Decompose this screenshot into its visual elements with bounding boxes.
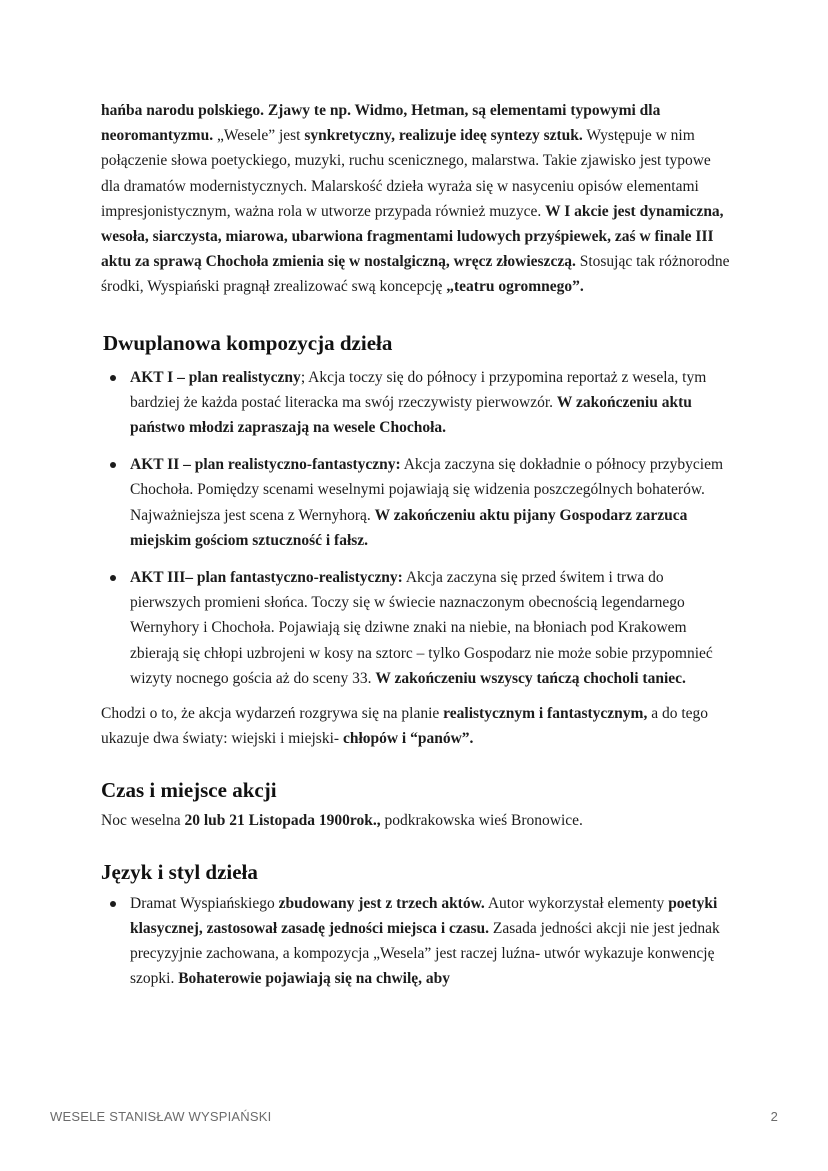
list-item-akt-2 [101,452,731,553]
bullet-icon [110,901,116,907]
list-item-jezyk [101,891,731,992]
bullet-icon [110,575,116,581]
section-heading-dwuplanowa: Dwuplanowa kompozycja dzieła [103,330,393,355]
intro-bold-5: W I akcie jest dynamiczna, wesoła, siarczysta, miarowa, ubarwiona fragmentami ludowych przyśpiewek, zaś w finale III aktu za sprawą Chochoła zmienia się w nostalgiczną, wręcz złowieszczą. [101,202,724,271]
plan-summary-paragraph [101,701,731,751]
akt-1-text: ; Akcja toczy się do północy i przypomina reportaż z wesela, tym bardziej że każda postać literacka ma swój rzeczywisty pierwowzór. [130,368,707,411]
bullet-icon [110,375,116,381]
section-heading-czas: Czas i miejsce akcji [101,778,277,803]
akt-3-title: AKT III– plan fantastyczno-realistyczny: [130,569,403,587]
czas-paragraph [101,808,731,833]
intro-text-6: Stosując tak różnorodne środki, Wyspiański pragnął zrealizować swą koncepcję [101,253,730,296]
jezyk-bold-2: poetyki klasycznej, zastosował zasadę jedności miejsca i czasu. [130,894,718,937]
page-number: 2 [770,1109,778,1124]
bullet-icon [110,462,116,468]
akt-3-text: Akcja zaczyna się przed świtem i trwa do pierwszych promieni słońca. Toczy się w świecie naznaczonym obecnością legendarnego Wernyhory i Chochoła. Pojawiają się dziwne znaki na niebie, na błoniach pod Krakowem zbierają się chłopi uzbrojeni w kosy na sztorc – tylko Gospodarz nie może sobie przypomnieć wizyty nocnego gościa aż do sceny 33. [130,569,713,687]
czas-text-2: podkrakowska wieś Bronowice. [380,812,583,830]
summary-bold-2: chłopów i “panów”. [342,730,474,748]
intro-bold-1: hańba narodu polskiego. Zjawy te np. Widmo, Hetman, są elementami typowymi dla neoromantyzmu. [101,102,661,145]
czas-text-1: Noc weselna [101,812,185,830]
document-page [101,98,731,1003]
akt-list [101,365,731,691]
footer-title: WESELE STANISŁAW WYSPIAŃSKI [50,1109,272,1124]
section-heading-jezyk: Język i styl dzieła [101,859,258,884]
intro-paragraph [101,98,731,300]
akt-2-ending: W zakończeniu aktu pijany Gospodarz zarzuca miejskim gościom sztuczność i fałsz. [130,506,688,549]
jezyk-text-1: Dramat Wyspiańskiego [130,894,279,912]
intro-text-2: „Wesele” jest [213,127,305,145]
summary-bold-1: realistycznym i fantastycznym, [443,705,648,723]
jezyk-list [101,891,731,992]
intro-text-4: Występuje w nim połączenie słowa poetyckiego, muzyki, ruchu scenicznego, malarstwa. Takie zjawisko jest typowe dla dramatów modernistycznych. Malarskość dzieła wyraża się w nasyceniu opisów elementami impresjonistycznym, ważna rola w utworze przypada również muzyce. [101,127,711,220]
jezyk-bold-3: Bohaterowie pojawiają się na chwilę, aby [178,970,451,988]
list-item-akt-1 [101,365,731,441]
akt-1-title: AKT I – plan realistyczny [130,368,301,386]
jezyk-bold-1: zbudowany jest z trzech aktów. [278,894,485,912]
akt-1-ending: W zakończeniu aktu państwo młodzi zapraszają na wesele Chochoła. [130,393,692,437]
jezyk-text-3: Zasada jedności akcji nie jest jednak precyzyjnie zachowana, a kompozycja „Wesela” jest raczej luźna- utwór wykazuje konwencję szopki. [130,919,720,988]
akt-2-title: AKT II – plan realistyczno-fantastyczny: [130,456,401,474]
summary-text-1: Chodzi o to, że akcja wydarzeń rozgrywa się na planie [101,705,444,723]
akt-2-text: Akcja zaczyna się dokładnie o północy przybyciem Chochoła. Pomiędzy scenami weselnymi pojawiają się widzenia poszczególnych bohaterów. Najważniejsza jest scena z Wernyhorą. [130,456,724,524]
akt-3-ending: W zakończeniu wszyscy tańczą chocholi taniec. [375,669,686,687]
czas-date: 20 lub 21 Listopada 1900rok., [184,812,381,830]
intro-bold-7: „teatru ogromnego”. [446,278,584,296]
summary-text-2: a do tego ukazuje dwa światy: wiejski i miejski- [101,705,709,748]
intro-bold-3: synkretyczny, realizuje ideę syntezy sztuk. [304,127,583,145]
jezyk-text-2: Autor wykorzystał elementy [484,894,669,912]
list-item-akt-3 [101,565,731,691]
